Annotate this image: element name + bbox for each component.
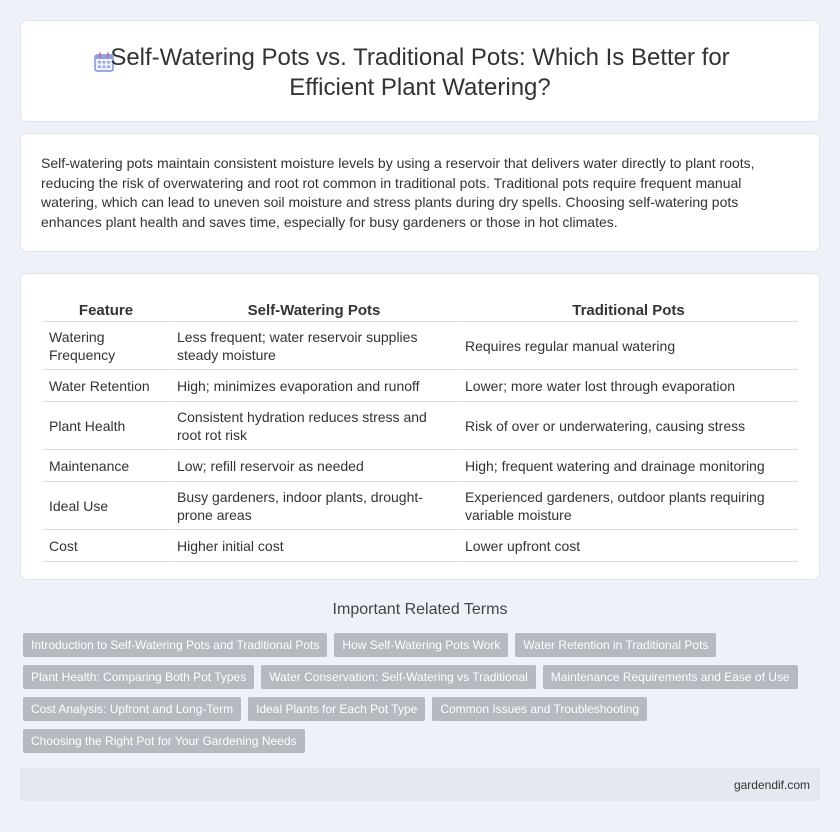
traditional-cell: Lower upfront cost (457, 530, 798, 562)
related-term-tag[interactable]: Ideal Plants for Each Pot Type (248, 697, 425, 721)
related-term-tag[interactable]: Water Conservation: Self-Watering vs Traditional (261, 665, 536, 689)
related-term-tag[interactable]: Maintenance Requirements and Ease of Use (543, 665, 798, 689)
traditional-cell: High; frequent watering and drainage monitoring (457, 450, 798, 482)
header-self-watering: Self-Watering Pots (169, 296, 457, 322)
header-feature: Feature (43, 296, 169, 322)
self-watering-cell: Busy gardeners, indoor plants, drought-prone areas (169, 482, 457, 530)
self-watering-cell: Low; refill reservoir as needed (169, 450, 457, 482)
related-term-tag[interactable]: How Self-Watering Pots Work (334, 633, 508, 657)
footer (20, 768, 820, 801)
self-watering-cell: Higher initial cost (169, 530, 457, 562)
self-watering-cell: Consistent hydration reduces stress and root rot risk (169, 402, 457, 450)
traditional-cell: Risk of over or underwatering, causing stress (457, 402, 798, 450)
intro-card (20, 133, 820, 252)
feature-cell: Plant Health (43, 402, 169, 450)
tag-row (23, 729, 823, 761)
related-term-tag[interactable]: Plant Health: Comparing Both Pot Types (23, 665, 254, 689)
traditional-cell: Experienced gardeners, outdoor plants requiring variable moisture (457, 482, 798, 530)
intro-paragraph: Self-watering pots maintain consistent moisture levels by using a reservoir that delivers water directly to plant roots, reducing the risk of overwatering and root rot common in traditional pots. Traditional pots require frequent manual watering, which can lead to uneven soil moisture and stress plants during dry spells. Choosing self-watering pots enhances plant health and saves time, especially for busy gardeners or those in hot climates. (41, 155, 755, 230)
feature-cell: Cost (43, 530, 169, 562)
table-header-row (43, 296, 798, 322)
feature-cell: Maintenance (43, 450, 169, 482)
tag-row (23, 633, 823, 665)
table-row (43, 322, 798, 370)
related-term-tag[interactable]: Choosing the Right Pot for Your Gardening Needs (23, 729, 305, 753)
related-term-tag[interactable]: Introduction to Self-Watering Pots and Traditional Pots (23, 633, 327, 657)
table-row (43, 450, 798, 482)
table-row (43, 482, 798, 530)
table-row (43, 402, 798, 450)
feature-cell: Ideal Use (43, 482, 169, 530)
feature-cell: Water Retention (43, 370, 169, 402)
comparison-table-card (20, 273, 820, 580)
feature-cell: Watering Frequency (43, 322, 169, 370)
header-traditional: Traditional Pots (457, 296, 798, 322)
related-term-tag[interactable]: Cost Analysis: Upfront and Long-Term (23, 697, 241, 721)
self-watering-cell: High; minimizes evaporation and runoff (169, 370, 457, 402)
table-row (43, 530, 798, 562)
page-title: Self-Watering Pots vs. Traditional Pots: Which Is Better for Efficient Plant Watering? (110, 44, 730, 101)
title-card (20, 20, 820, 122)
table-row (43, 370, 798, 402)
related-term-tag[interactable]: Common Issues and Troubleshooting (432, 697, 647, 721)
traditional-cell: Lower; more water lost through evaporation (457, 370, 798, 402)
site-link[interactable]: gardendif.com (733, 778, 810, 792)
related-terms-heading: Important Related Terms (332, 601, 508, 618)
comparison-table (43, 296, 798, 562)
related-term-tag[interactable]: Water Retention in Traditional Pots (515, 633, 716, 657)
tag-row (23, 697, 823, 729)
related-terms-list (23, 633, 823, 761)
traditional-cell: Requires regular manual watering (457, 322, 798, 370)
self-watering-cell: Less frequent; water reservoir supplies steady moisture (169, 322, 457, 370)
tag-row (23, 665, 823, 697)
